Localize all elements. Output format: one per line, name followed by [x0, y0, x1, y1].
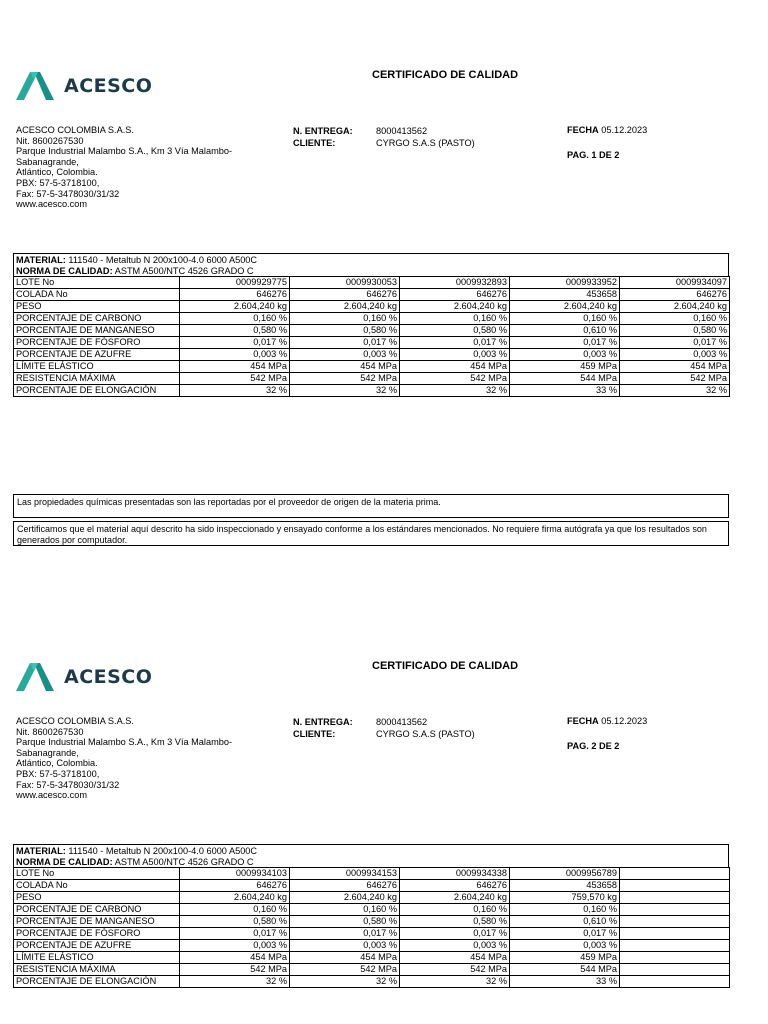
table-cell: 0,003 %	[510, 940, 620, 952]
table-cell: 454 MPa	[180, 361, 290, 373]
table-cell: 0,017 %	[400, 928, 510, 940]
row-label: PORCENTAJE DE CARBONO	[14, 904, 180, 916]
table-row	[14, 928, 730, 940]
table-cell: 0,003 %	[180, 940, 290, 952]
table-cell: 459 MPa	[510, 361, 620, 373]
company-line: Atlántico, Colombia.	[16, 167, 98, 178]
certificate-title: CERTIFICADO DE CALIDAD	[372, 69, 519, 81]
row-label: LOTE No	[14, 868, 180, 880]
table-cell: 0,017 %	[620, 337, 730, 349]
table-cell: 0,003 %	[290, 940, 400, 952]
company-line: Sabanagrande,	[16, 747, 79, 758]
table-row	[14, 373, 730, 385]
table-row	[14, 892, 730, 904]
table-cell: 0,160 %	[400, 904, 510, 916]
table-cell: 0,017 %	[290, 337, 400, 349]
table-cell: 454 MPa	[620, 361, 730, 373]
table-cell: 542 MPa	[400, 373, 510, 385]
table-cell	[620, 952, 730, 964]
company-line: PBX: 57-5-3718100,	[16, 768, 100, 779]
certification-note	[13, 521, 729, 546]
certification-note-text: Certificamos que el material aquí descrito ha sido inspeccionado y ensayado conforme a los estándares mencionados. No requiere firma autógrafa ya que los resultados son generados por computador.	[17, 524, 707, 545]
table-cell: 0009956789	[510, 868, 620, 880]
table-cell: 32 %	[620, 385, 730, 397]
table-cell: 0,017 %	[510, 928, 620, 940]
delivery-info	[293, 716, 475, 740]
table-cell: 454 MPa	[400, 952, 510, 964]
row-label: PORCENTAJE DE ELONGACIÓN	[14, 385, 180, 397]
table-row	[14, 349, 730, 361]
table-cell: 0,580 %	[180, 325, 290, 337]
row-label: PESO	[14, 301, 180, 313]
table-row	[14, 313, 730, 325]
table-cell: 33 %	[510, 976, 620, 988]
table-cell: 0,580 %	[400, 325, 510, 337]
table-cell: 0009934338	[400, 868, 510, 880]
table-cell: 454 MPa	[290, 952, 400, 964]
chemical-note-text: Las propiedades químicas presentadas son las reportadas por el proveedor de origen de la materia prima.	[17, 497, 441, 507]
table-cell: 646276	[290, 289, 400, 301]
table-cell: 544 MPa	[510, 964, 620, 976]
table-cell: 0,160 %	[510, 313, 620, 325]
table-row	[14, 976, 730, 988]
table-cell	[620, 928, 730, 940]
table-row	[14, 301, 730, 313]
table-row	[14, 289, 730, 301]
material-value: 111540 - Metaltub N 200x100-4.0 6000 A500C	[68, 255, 258, 265]
table-cell: 646276	[180, 880, 290, 892]
table-cell: 646276	[400, 880, 510, 892]
date-field	[567, 716, 647, 726]
entrega-value: 8000413562	[376, 717, 428, 727]
page-number: PAG. 2 DE 2	[567, 741, 620, 751]
material-label: MATERIAL:	[16, 846, 66, 856]
table-cell	[620, 904, 730, 916]
row-label: PESO	[14, 892, 180, 904]
row-label: COLADA No	[14, 289, 180, 301]
norma-label: NORMA DE CALIDAD:	[16, 857, 113, 867]
table-cell: 2.604,240 kg	[180, 301, 290, 313]
table-cell: 0,017 %	[180, 337, 290, 349]
table-cell: 0009929775	[180, 277, 290, 289]
table-row	[14, 325, 730, 337]
table-row	[14, 385, 730, 397]
table-cell: 2.604,240 kg	[510, 301, 620, 313]
certificate-title: CERTIFICADO DE CALIDAD	[372, 660, 519, 672]
entrega-label: N. ENTREGA:	[293, 717, 353, 727]
table-cell	[620, 964, 730, 976]
company-info	[16, 125, 232, 210]
company-website: www.acesco.com	[16, 199, 87, 210]
table-cell	[620, 880, 730, 892]
table-row	[14, 964, 730, 976]
table-cell	[620, 976, 730, 988]
table-row	[14, 940, 730, 952]
company-line: Fax: 57-5-3478030/31/32	[16, 779, 120, 790]
company-website: www.acesco.com	[16, 790, 87, 801]
table-cell: 646276	[620, 289, 730, 301]
row-label: PORCENTAJE DE AZUFRE	[14, 349, 180, 361]
table-cell: 2.604,240 kg	[290, 301, 400, 313]
table-cell: 646276	[290, 880, 400, 892]
table-cell: 0,017 %	[290, 928, 400, 940]
table-row	[14, 952, 730, 964]
table-cell: 32 %	[180, 976, 290, 988]
fecha-value: 05.12.2023	[601, 716, 648, 726]
table-cell: 0,003 %	[290, 349, 400, 361]
table-cell: 0,580 %	[290, 325, 400, 337]
table-cell: 0,160 %	[400, 313, 510, 325]
entrega-value: 8000413562	[376, 126, 428, 136]
table-cell: 0009934097	[620, 277, 730, 289]
table-cell: 0,003 %	[180, 349, 290, 361]
table-cell: 0,017 %	[400, 337, 510, 349]
fecha-value: 05.12.2023	[601, 125, 648, 135]
table-row	[14, 868, 730, 880]
cliente-value: CYRGO S.A.S (PASTO)	[376, 729, 475, 739]
properties-table	[13, 867, 730, 988]
table-cell: 0,017 %	[510, 337, 620, 349]
table-cell: 0,160 %	[290, 904, 400, 916]
company-line: ACESCO COLOMBIA S.A.S.	[16, 125, 134, 135]
table-cell: 542 MPa	[180, 964, 290, 976]
table-cell: 0,017 %	[180, 928, 290, 940]
table-cell: 542 MPa	[180, 373, 290, 385]
table-cell: 0009932893	[400, 277, 510, 289]
table-cell: 542 MPa	[290, 964, 400, 976]
row-label: PORCENTAJE DE AZUFRE	[14, 940, 180, 952]
table-cell: 542 MPa	[620, 373, 730, 385]
norma-value: ASTM A500/NTC 4526 GRADO C	[114, 266, 254, 276]
norma-value: ASTM A500/NTC 4526 GRADO C	[114, 857, 254, 867]
acesco-logo	[16, 70, 156, 102]
table-cell: 459 MPa	[510, 952, 620, 964]
table-cell: 0,160 %	[180, 904, 290, 916]
table-cell: 542 MPa	[400, 964, 510, 976]
table-cell: 0,580 %	[620, 325, 730, 337]
table-cell: 2.604,240 kg	[400, 892, 510, 904]
row-label: PORCENTAJE DE CARBONO	[14, 313, 180, 325]
company-line: Parque Industrial Malambo S.A., Km 3 Vía Malambo-	[16, 737, 233, 748]
table-cell: 32 %	[400, 976, 510, 988]
company-info	[16, 716, 232, 801]
company-line: Nit. 8600267530	[16, 135, 84, 146]
chemical-note	[13, 494, 729, 518]
row-label: RESISTENCIA MÁXIMA	[14, 373, 180, 385]
company-line: Fax: 57-5-3478030/31/32	[16, 188, 120, 199]
company-line: Sabanagrande,	[16, 156, 79, 167]
acesco-mark-icon	[16, 70, 56, 102]
table-cell: 646276	[180, 289, 290, 301]
company-line: Parque Industrial Malambo S.A., Km 3 Vía Malambo-	[16, 146, 233, 157]
material-header	[13, 844, 729, 868]
company-line: ACESCO COLOMBIA S.A.S.	[16, 716, 134, 726]
table-cell: 2.604,240 kg	[180, 892, 290, 904]
table-cell: 0,610 %	[510, 916, 620, 928]
cliente-value: CYRGO S.A.S (PASTO)	[376, 138, 475, 148]
table-cell: 0,003 %	[620, 349, 730, 361]
table-cell: 32 %	[400, 385, 510, 397]
table-cell: 0009934103	[180, 868, 290, 880]
table-cell: 0,160 %	[290, 313, 400, 325]
logo-wordmark: ACESCO	[64, 75, 153, 97]
row-label: PORCENTAJE DE MANGANESO	[14, 916, 180, 928]
table-cell: 0,003 %	[510, 349, 620, 361]
row-label: LÍMITE ELÁSTICO	[14, 952, 180, 964]
entrega-label: N. ENTREGA:	[293, 126, 353, 136]
material-label: MATERIAL:	[16, 255, 66, 265]
properties-table	[13, 276, 730, 397]
table-cell: 0,160 %	[180, 313, 290, 325]
row-label: PORCENTAJE DE FÓSFORO	[14, 928, 180, 940]
table-cell: 2.604,240 kg	[620, 301, 730, 313]
table-row	[14, 277, 730, 289]
company-line: Atlántico, Colombia.	[16, 758, 98, 769]
table-cell: 454 MPa	[180, 952, 290, 964]
row-label: PORCENTAJE DE MANGANESO	[14, 325, 180, 337]
table-row	[14, 904, 730, 916]
table-row	[14, 361, 730, 373]
table-cell: 0,580 %	[400, 916, 510, 928]
table-cell: 33 %	[510, 385, 620, 397]
table-cell: 0009933952	[510, 277, 620, 289]
table-cell: 759,570 kg	[510, 892, 620, 904]
table-cell	[620, 940, 730, 952]
table-cell: 454 MPa	[400, 361, 510, 373]
table-cell: 32 %	[290, 385, 400, 397]
table-cell	[620, 892, 730, 904]
delivery-info	[293, 125, 475, 149]
acesco-mark-icon	[16, 661, 56, 693]
table-cell: 453658	[510, 289, 620, 301]
logo-wordmark: ACESCO	[64, 666, 153, 688]
material-header	[13, 253, 729, 277]
table-cell: 2.604,240 kg	[290, 892, 400, 904]
table-cell: 0,580 %	[180, 916, 290, 928]
norma-label: NORMA DE CALIDAD:	[16, 266, 113, 276]
table-cell: 32 %	[290, 976, 400, 988]
table-cell: 646276	[400, 289, 510, 301]
cliente-label: CLIENTE:	[293, 138, 336, 148]
table-cell: 0,003 %	[400, 940, 510, 952]
table-row	[14, 337, 730, 349]
table-cell: 2.604,240 kg	[400, 301, 510, 313]
table-cell: 0,003 %	[400, 349, 510, 361]
table-cell: 544 MPa	[510, 373, 620, 385]
table-cell: 0009934153	[290, 868, 400, 880]
material-value: 111540 - Metaltub N 200x100-4.0 6000 A500C	[68, 846, 258, 856]
company-line: PBX: 57-5-3718100,	[16, 177, 100, 188]
row-label: RESISTENCIA MÁXIMA	[14, 964, 180, 976]
table-cell: 454 MPa	[290, 361, 400, 373]
date-field	[567, 125, 647, 135]
fecha-label: FECHA	[567, 716, 599, 726]
table-cell	[620, 916, 730, 928]
table-cell: 453658	[510, 880, 620, 892]
table-cell: 32 %	[180, 385, 290, 397]
table-cell: 542 MPa	[290, 373, 400, 385]
table-cell	[620, 868, 730, 880]
fecha-label: FECHA	[567, 125, 599, 135]
table-row	[14, 916, 730, 928]
company-line: Nit. 8600267530	[16, 726, 84, 737]
table-cell: 0,160 %	[510, 904, 620, 916]
row-label: LOTE No	[14, 277, 180, 289]
table-cell: 0,610 %	[510, 325, 620, 337]
cliente-label: CLIENTE:	[293, 729, 336, 739]
row-label: PORCENTAJE DE FÓSFORO	[14, 337, 180, 349]
row-label: COLADA No	[14, 880, 180, 892]
table-row	[14, 880, 730, 892]
row-label: LÍMITE ELÁSTICO	[14, 361, 180, 373]
acesco-logo	[16, 661, 156, 693]
table-cell: 0,580 %	[290, 916, 400, 928]
table-cell: 0,160 %	[620, 313, 730, 325]
row-label: PORCENTAJE DE ELONGACIÓN	[14, 976, 180, 988]
table-cell: 0009930053	[290, 277, 400, 289]
page-number: PAG. 1 DE 2	[567, 150, 620, 160]
